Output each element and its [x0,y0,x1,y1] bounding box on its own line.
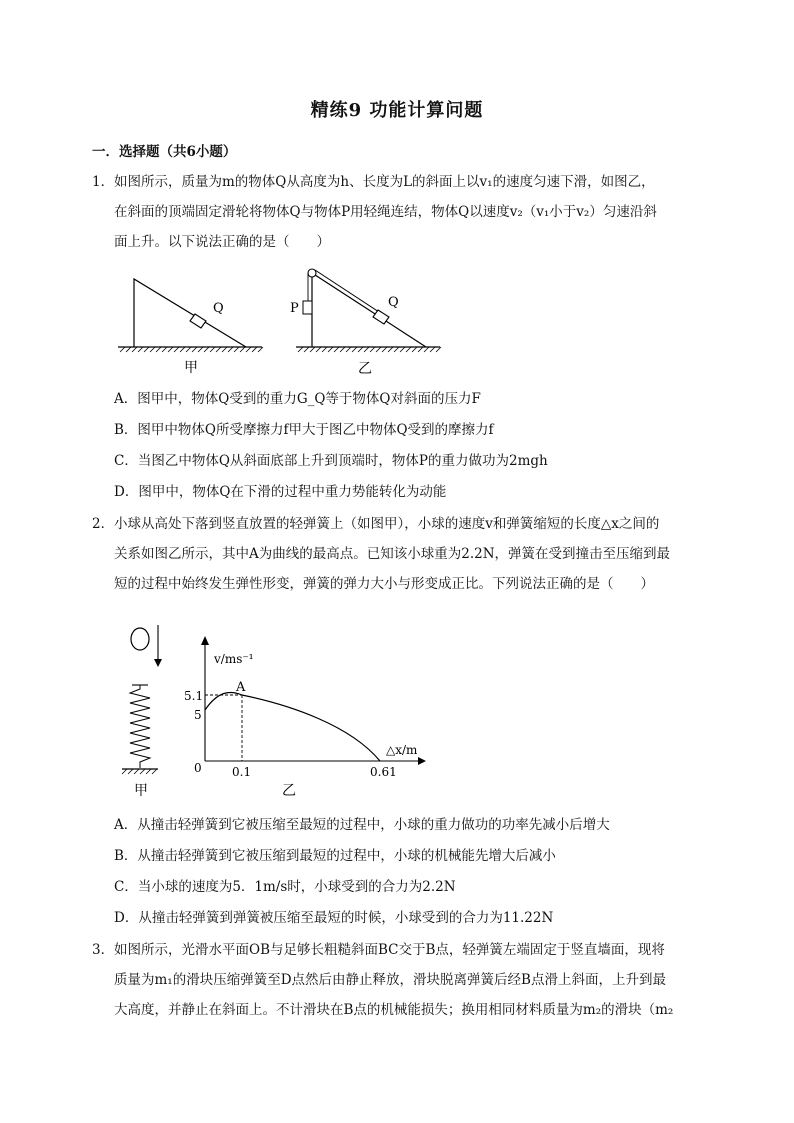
q1-figure [110,265,450,380]
question-number: 2． [92,516,115,532]
option-c: C．当图乙中物体Q从斜面底部上升到顶端时，物体P的重力做功为2mgh [114,453,548,469]
figure-label-yi: 乙 [282,783,296,799]
figure-yi-incline [290,269,441,377]
figure-jia-incline [118,279,263,376]
figure-label-jia: 甲 [184,360,198,376]
x-tick-label: 0.61 [370,765,397,779]
option-c: C．当小球的速度为5．1m/s时，小球受到的合力为2.2N [114,879,456,895]
question-text-line: 短的过程中始终发生弹性形变，弹簧的弹力大小与形变成正比。下列说法正确的是（ ） [114,576,654,592]
q-label: Q [213,301,224,316]
x-tick-label: 0.1 [232,765,252,779]
option-a: A．图甲中，物体Q受到的重力G_Q等于物体Q对斜面的压力F [114,391,481,407]
question-text-line: 关系如图乙所示，其中A为曲线的最高点。已知该小球重为2.2N，弹簧在受到撞击至压缩到最 [114,546,671,562]
option-a: A．从撞击轻弹簧到它被压缩至最短的过程中，小球的重力做功的功率先减小后增大 [114,817,610,833]
point-a-label: A [236,680,246,695]
question-text-line: 在斜面的顶端固定滑轮将物体Q与物体P用轻绳连结，物体Q以速度v₂（v₁小于v₂）匀速沿斜 [114,204,657,220]
question-2 [92,509,712,599]
page-title: 精练9 功能计算问题 [310,100,484,121]
option-d: D．图甲中，物体Q在下滑的过程中重力势能转化为动能 [114,484,447,500]
question-text-line: 如图所示，光滑水平面OB与足够长粗糙斜面BC交于B点，轻弹簧左端固定于竖直墙面，现将 [114,942,665,958]
q-label: Q [388,295,399,310]
question-text-line: 大高度，并静止在斜面上。不计滑块在B点的机械能损失；换用相同材料质量为m₂的滑块（m₂ [114,1002,674,1018]
figure-jia-spring [122,625,162,799]
option-b: B．从撞击轻弹簧到它被压缩到最短的过程中，小球的机械能先增大后减小 [114,848,556,864]
x-axis-label: △x/m [386,743,418,757]
arrow-down-icon [154,659,162,667]
question-text-line: 如图所示，质量为m的物体Q从高度为h、长度为L的斜面上以v₁的速度匀速下滑，如图乙， [114,174,655,190]
option-b: B．图甲中物体Q所受摩擦力f甲大于图乙中物体Q受到的摩擦力f [114,422,494,438]
figure-yi-graph [184,636,426,799]
q2-figure [110,615,440,800]
option-d: D．从撞击轻弹簧到弹簧被压缩至最短的时候，小球受到的合力为11.22N [114,910,554,926]
question-3 [92,935,712,1025]
question-text-line: 面上升。以下说法正确的是（ ） [114,234,330,250]
origin-label: 0 [194,761,202,775]
question-number: 3． [92,942,115,958]
question-number: 1． [92,174,115,190]
figure-label-yi: 乙 [358,361,372,377]
ball-icon [131,628,149,650]
y-tick-label: 5 [194,708,202,722]
y-tick-label: 5.1 [184,689,204,703]
y-axis-label: v/ms⁻¹ [214,652,254,666]
velocity-curve [205,692,380,761]
figure-label-jia: 甲 [134,783,148,799]
question-text-line: 小球从高处下落到竖直放置的轻弹簧上（如图甲），小球的速度v和弹簧缩短的长度△x之间的 [114,516,660,532]
section-heading: 一．选择题（共6小题） [92,144,237,160]
p-label: P [290,301,299,316]
question-1 [92,167,712,257]
pulley-icon [308,269,316,277]
question-text-line: 质量为m₁的滑块压缩弹簧至D点然后由静止释放，滑块脱离弹簧后经B点滑上斜面，上升到最 [114,972,666,988]
